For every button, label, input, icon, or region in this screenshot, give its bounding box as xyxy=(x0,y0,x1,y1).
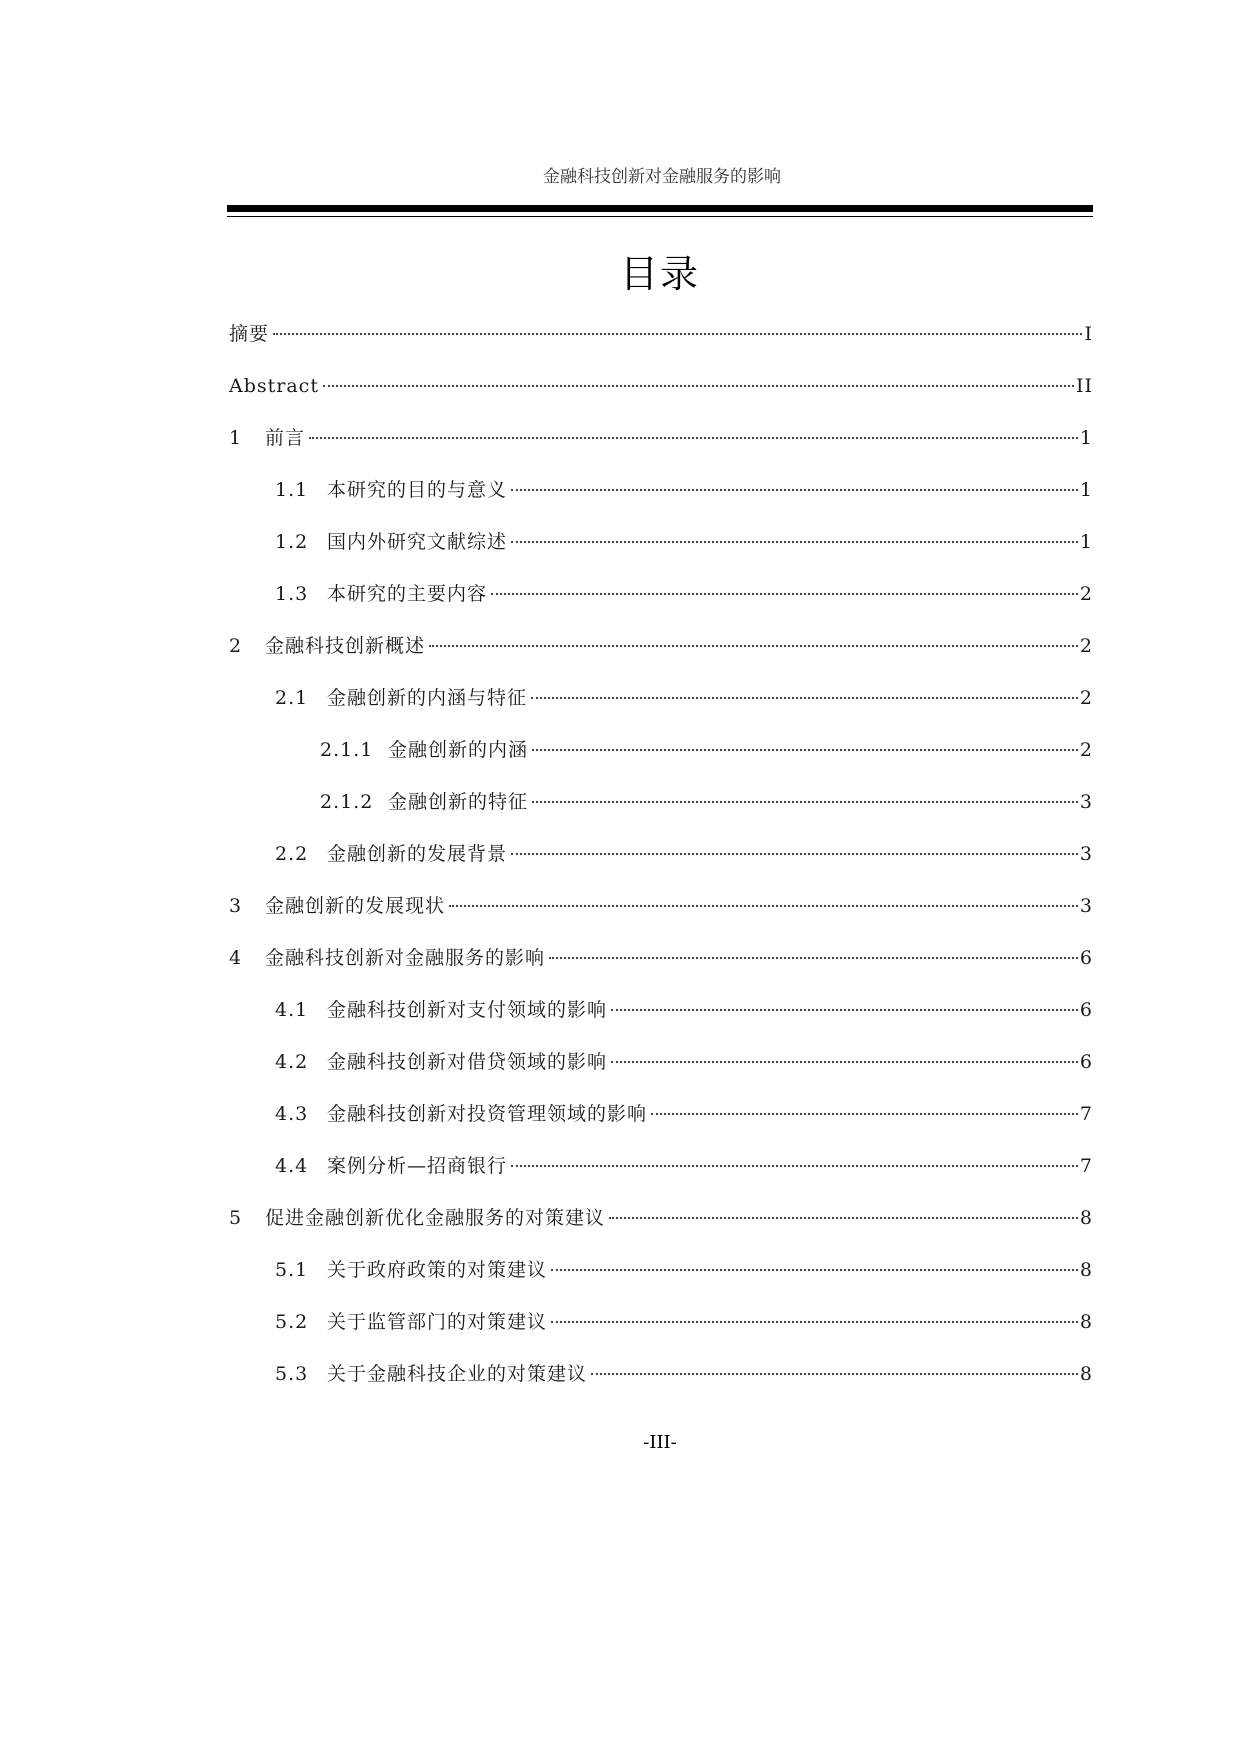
toc-entry-text: 关于金融科技企业的对策建议 xyxy=(327,1363,588,1385)
toc-entry-page: I xyxy=(1084,323,1093,345)
toc-entry-text: 本研究的主要内容 xyxy=(327,583,488,605)
toc-entry[interactable] xyxy=(320,737,1093,763)
toc-entry-number: 1 xyxy=(229,427,243,449)
toc-entry-page: II xyxy=(1075,375,1093,397)
toc-title: 目录 xyxy=(619,252,700,296)
toc-entry-number: 4.4 xyxy=(275,1155,309,1177)
toc-entry-page: 6 xyxy=(1079,1051,1093,1073)
toc-entry-page: 1 xyxy=(1079,531,1093,553)
dot-leader xyxy=(309,437,1078,439)
toc-entry[interactable] xyxy=(229,1205,1093,1231)
dot-leader xyxy=(611,1061,1078,1063)
toc-entry-text: 摘要 xyxy=(229,323,270,345)
toc-entry-page: 2 xyxy=(1079,739,1093,761)
toc-entry-page: 3 xyxy=(1079,843,1093,865)
toc-entry-page: 3 xyxy=(1079,791,1093,813)
toc-entry-number: 2.1.1 xyxy=(320,739,374,761)
dot-leader xyxy=(532,801,1078,803)
toc-entry-number: 1.2 xyxy=(275,531,309,553)
toc-entry-number: 2.2 xyxy=(275,843,309,865)
toc-entry-text: 金融科技创新对金融服务的影响 xyxy=(265,947,546,969)
toc-entry-page: 8 xyxy=(1079,1363,1093,1385)
toc-entry-text: 金融科技创新对投资管理领域的影响 xyxy=(327,1103,648,1125)
toc-entry-page: 8 xyxy=(1079,1311,1093,1333)
toc-entry-page: 2 xyxy=(1079,583,1093,605)
toc-entry-number: 5.2 xyxy=(275,1311,309,1333)
toc-entry[interactable] xyxy=(275,581,1093,607)
toc-entry-page: 7 xyxy=(1079,1155,1093,1177)
toc-entry-text: 金融科技创新对借贷领域的影响 xyxy=(327,1051,608,1073)
toc-entry-number: 5.3 xyxy=(275,1363,309,1385)
toc-entry-number: 1.3 xyxy=(275,583,309,605)
dot-leader xyxy=(273,333,1082,335)
header-rule-thin xyxy=(227,216,1093,217)
dot-leader xyxy=(531,697,1078,699)
dot-leader xyxy=(651,1113,1078,1115)
toc-entry[interactable] xyxy=(320,789,1093,815)
toc-entry-text: 金融创新的内涵 xyxy=(388,739,529,761)
toc-entry-page: 1 xyxy=(1079,479,1093,501)
toc-entry-number: 4.3 xyxy=(275,1103,309,1125)
toc-entry[interactable] xyxy=(275,1257,1093,1283)
toc-entry-page: 3 xyxy=(1079,895,1093,917)
toc-entry-text: 国内外研究文献综述 xyxy=(327,531,508,553)
toc-entry-page: 8 xyxy=(1079,1259,1093,1281)
toc-entry[interactable] xyxy=(275,685,1093,711)
toc-entry[interactable] xyxy=(229,373,1093,399)
page-number: -III- xyxy=(643,1432,677,1453)
toc-entry-number: 4.1 xyxy=(275,999,309,1021)
toc-entry-page: 2 xyxy=(1079,635,1093,657)
toc-entry-number: 4 xyxy=(229,947,243,969)
toc-entry-text: 关于监管部门的对策建议 xyxy=(327,1311,548,1333)
toc-entry-page: 1 xyxy=(1079,427,1093,449)
toc-entry[interactable] xyxy=(275,1049,1093,1075)
toc-entry[interactable] xyxy=(229,893,1093,919)
toc-entry-text: 本研究的目的与意义 xyxy=(327,479,508,501)
toc-entry-number: 2 xyxy=(229,635,243,657)
toc-entry-page: 6 xyxy=(1079,947,1093,969)
toc-entry[interactable] xyxy=(275,997,1093,1023)
dot-leader xyxy=(609,1217,1078,1219)
toc-entry-number: 3 xyxy=(229,895,243,917)
dot-leader xyxy=(511,541,1078,543)
toc-entry[interactable] xyxy=(275,1101,1093,1127)
dot-leader xyxy=(511,489,1078,491)
header-rule-thick xyxy=(227,205,1093,212)
toc-entry[interactable] xyxy=(275,1361,1093,1387)
dot-leader xyxy=(551,1269,1078,1271)
toc-entry[interactable] xyxy=(275,1153,1093,1179)
toc-entry-number: 2.1 xyxy=(275,687,309,709)
dot-leader xyxy=(491,593,1078,595)
dot-leader xyxy=(532,749,1078,751)
toc-entry-text: 金融创新的发展背景 xyxy=(327,843,508,865)
toc-entry-text: Abstract xyxy=(229,375,319,397)
toc-entry-number: 5 xyxy=(229,1207,243,1229)
dot-leader xyxy=(611,1009,1078,1011)
toc-entry-text: 金融创新的特征 xyxy=(388,791,529,813)
toc-entry-text: 金融科技创新对支付领域的影响 xyxy=(327,999,608,1021)
toc-entry-page: 7 xyxy=(1079,1103,1093,1125)
dot-leader xyxy=(323,385,1074,387)
toc-entry-text: 案例分析—招商银行 xyxy=(327,1155,508,1177)
toc-entry[interactable] xyxy=(229,321,1093,347)
running-header: 金融科技创新对金融服务的影响 xyxy=(543,167,781,187)
toc-entry[interactable] xyxy=(275,477,1093,503)
toc-entry[interactable] xyxy=(275,529,1093,555)
toc-entry-page: 2 xyxy=(1079,687,1093,709)
toc-entry-number: 5.1 xyxy=(275,1259,309,1281)
toc-entry-text: 前言 xyxy=(265,427,306,449)
toc-entry[interactable] xyxy=(229,425,1093,451)
toc-entry-page: 6 xyxy=(1079,999,1093,1021)
dot-leader xyxy=(449,905,1078,907)
dot-leader xyxy=(429,645,1078,647)
dot-leader xyxy=(511,1165,1078,1167)
dot-leader xyxy=(551,1321,1078,1323)
dot-leader xyxy=(549,957,1078,959)
toc-entry-text: 金融创新的内涵与特征 xyxy=(327,687,528,709)
toc-entry-text: 关于政府政策的对策建议 xyxy=(327,1259,548,1281)
toc-entry[interactable] xyxy=(229,945,1093,971)
toc-entry[interactable] xyxy=(229,633,1093,659)
toc-entry[interactable] xyxy=(275,841,1093,867)
toc-entry-text: 金融创新的发展现状 xyxy=(265,895,446,917)
toc-entry-number: 2.1.2 xyxy=(320,791,374,813)
toc-entry-text: 促进金融创新优化金融服务的对策建议 xyxy=(265,1207,606,1229)
toc-entry-number: 4.2 xyxy=(275,1051,309,1073)
toc-entry-text: 金融科技创新概述 xyxy=(265,635,426,657)
dot-leader xyxy=(511,853,1078,855)
toc-entry-number: 1.1 xyxy=(275,479,309,501)
dot-leader xyxy=(591,1373,1078,1375)
toc-entry[interactable] xyxy=(275,1309,1093,1335)
toc-entry-page: 8 xyxy=(1079,1207,1093,1229)
